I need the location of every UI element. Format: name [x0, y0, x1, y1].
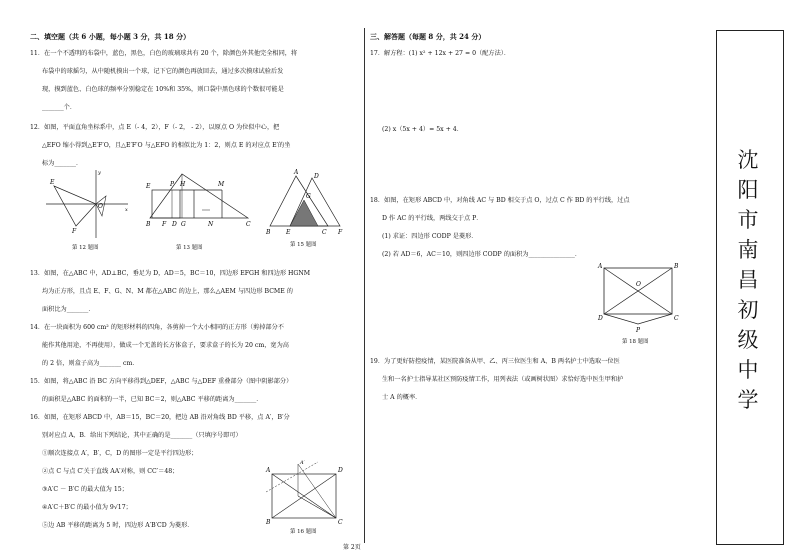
q13-line: 均为正方形，且点 E、F、G、N、M 都在△ABC 的边上，那么△AEM 与四边形 BCME 的 [42, 288, 293, 295]
q18-line: 18．如图，在矩形 ABCD 中，对角线 AC 与 BD 相交于点 O，过点 C 作 BD 的平行线，过点 [370, 197, 630, 204]
q14-line: 14．在一块面积为 600 cm² 的矩形材料的四角，各剪掉一个大小相同的正方形（剪掉部分不 [30, 324, 284, 331]
svg-text:E: E [146, 183, 151, 190]
svg-text:C: C [674, 315, 679, 322]
q12-line: 12．如图，平面直角坐标系中，点 E（- 4，2），F（- 2， - 2），以原点 O 为位似中心，把 [30, 124, 280, 131]
svg-text:D: D [172, 221, 177, 228]
figure-13 [144, 170, 254, 230]
q16-option: ②点 C 与点 C′关于直线 AA′对称，则 CC′＝48； [42, 468, 179, 475]
q13-line: 面积比为_______． [42, 306, 95, 313]
q16-option: ①顺次连接点 A′，B′，C，D 的图形一定是平行四边形； [42, 450, 198, 457]
q12-line: 标为_______． [42, 160, 83, 167]
svg-text:G: G [181, 221, 186, 228]
q16-option: ③A′C － B′C 的最大值为 15； [42, 486, 128, 493]
svg-text:A: A [266, 467, 271, 474]
svg-text:B: B [674, 263, 679, 270]
svg-text:B: B [266, 229, 271, 236]
caption-fig12: 第 12 题图 [72, 245, 99, 251]
svg-text:O: O [636, 281, 641, 288]
svg-text:x: x [125, 207, 128, 213]
svg-text:F: F [72, 228, 77, 235]
caption-fig18: 第 18 题图 [622, 339, 649, 345]
q16-option: ⑤边 AB 平移的距离为 5 时，四边形 A′B′CD 为菱形． [42, 522, 194, 529]
q11-line: 11．在一个不透明的布袋中，蓝色，黑色，白色的玻璃球共有 20 个，除颜色外其他完全相同，将 [30, 50, 298, 57]
q15-line: 的面积是△ABC 的面积的一半，已知 BC＝2，则△ABC 平移的距离为_______． [42, 396, 263, 403]
svg-text:E: E [50, 179, 55, 186]
q19-line: 士 A 的概率． [382, 394, 422, 401]
svg-text:P: P [170, 181, 175, 188]
q16-line: 别对应点 A，B．给出下列结论，其中正确的是_______（只填序号即可） [42, 432, 242, 439]
figure-12 [46, 168, 136, 240]
caption-fig13: 第 13 题图 [176, 245, 203, 251]
q14-line: 的 2 倍，则盒子高为_______ cm． [42, 360, 139, 367]
question-17-part-2: (2) x（5x + 4）= 5x + 4． [382, 126, 463, 133]
svg-text:G: G [306, 193, 311, 200]
svg-text:D: D [338, 467, 343, 474]
q14-line: 能作其他用途，不再使用），做成一个无盖的长方体盒子，要求盒子的长为 20 cm，宽为高 [42, 342, 289, 349]
q15-line: 15．如图，将△ABC 沿 BC 方向平移得到△DEF，△ABC 与△DEF 重叠部分（图中阴影部分） [30, 378, 293, 385]
column-divider [364, 28, 365, 543]
q19-line: 生和一名护士指导某社区预防疫情工作，用列表法（或画树状图）求恰好选中医生甲和护 [382, 376, 624, 383]
q16-option: ④A′C＋B′C 的最小值为 9√17； [42, 504, 132, 511]
page-number: 第 2页 [343, 544, 361, 551]
svg-text:F: F [162, 221, 167, 228]
q18-line: (1) 求证：四边形 CODP 是菱形． [382, 233, 478, 240]
svg-text:F: F [338, 229, 343, 236]
figure-18 [596, 262, 686, 334]
svg-text:C: C [322, 229, 327, 236]
svg-text:M: M [218, 181, 225, 188]
q11-line: 布袋中的球摇匀，从中随机摸出一个球，记下它的颜色再放回去，通过多次摸球试验后发 [42, 68, 284, 75]
q13-line: 13．如图，在△ABC 中，AD⊥BC，垂足为 D，AD＝5，BC＝10，四边形 EFGH 和四边形 HGNM [30, 270, 311, 277]
svg-text:H: H [180, 181, 186, 188]
figure-16 [262, 462, 348, 524]
svg-text:B: B [146, 221, 151, 228]
q18-line: D 作 AC 的平行线，两线交于点 P． [382, 215, 483, 222]
svg-text:B: B [266, 519, 271, 526]
question-17-part-1: 17．解方程：(1) x² + 12x + 27 = 0（配方法）． [370, 50, 511, 57]
svg-text:D: D [598, 315, 603, 322]
caption-fig15: 第 15 题图 [290, 242, 317, 248]
q11-line: _______个． [42, 104, 77, 111]
figure-15 [266, 170, 346, 236]
q12-line: △EFO 缩小得到△E′F′O，且△E′F′O 与△EFO 的相似比为 1：2，则点 E 的对应点 E′的坐 [42, 142, 291, 149]
q18-line: (2) 若 AD＝6，AC＝10，则四边形 CODP 的面积为_______________． [382, 251, 582, 258]
answer-section-title: 三、解答题（每题 8 分，共 24 分） [370, 32, 486, 41]
svg-text:D: D [314, 173, 319, 180]
svg-text:A: A [598, 263, 603, 270]
svg-text:C: C [246, 221, 251, 228]
q11-line: 现，摸到蓝色、白色球的频率分别稳定在 10%和 35%，则口袋中黑色球的个数很可能是 [42, 86, 284, 93]
q19-line: 19．为了更好防控疫情，某医院准备从甲、乙、丙三位医生和 A、B 两名护士中选取一位医 [370, 358, 620, 365]
fill-section-title: 二、填空题（共 6 小题，每小题 3 分，共 18 分） [30, 32, 191, 41]
svg-text:y: y [98, 170, 101, 176]
svg-text:A′: A′ [300, 460, 305, 466]
svg-text:N: N [208, 221, 214, 228]
svg-text:E: E [286, 229, 291, 236]
svg-text:O: O [98, 203, 103, 210]
svg-text:P: P [636, 327, 641, 334]
school-name: 沈阳市南昌初级中学 [737, 148, 759, 412]
svg-text:C: C [338, 519, 343, 526]
caption-fig16: 第 16 题图 [290, 529, 317, 535]
q16-line: 16．如图，在矩形 ABCD 中，AB＝15，BC＝20，把边 AB 沿对角线 BD 平移，点 A′，B′分 [30, 414, 290, 421]
svg-text:A: A [294, 169, 299, 176]
